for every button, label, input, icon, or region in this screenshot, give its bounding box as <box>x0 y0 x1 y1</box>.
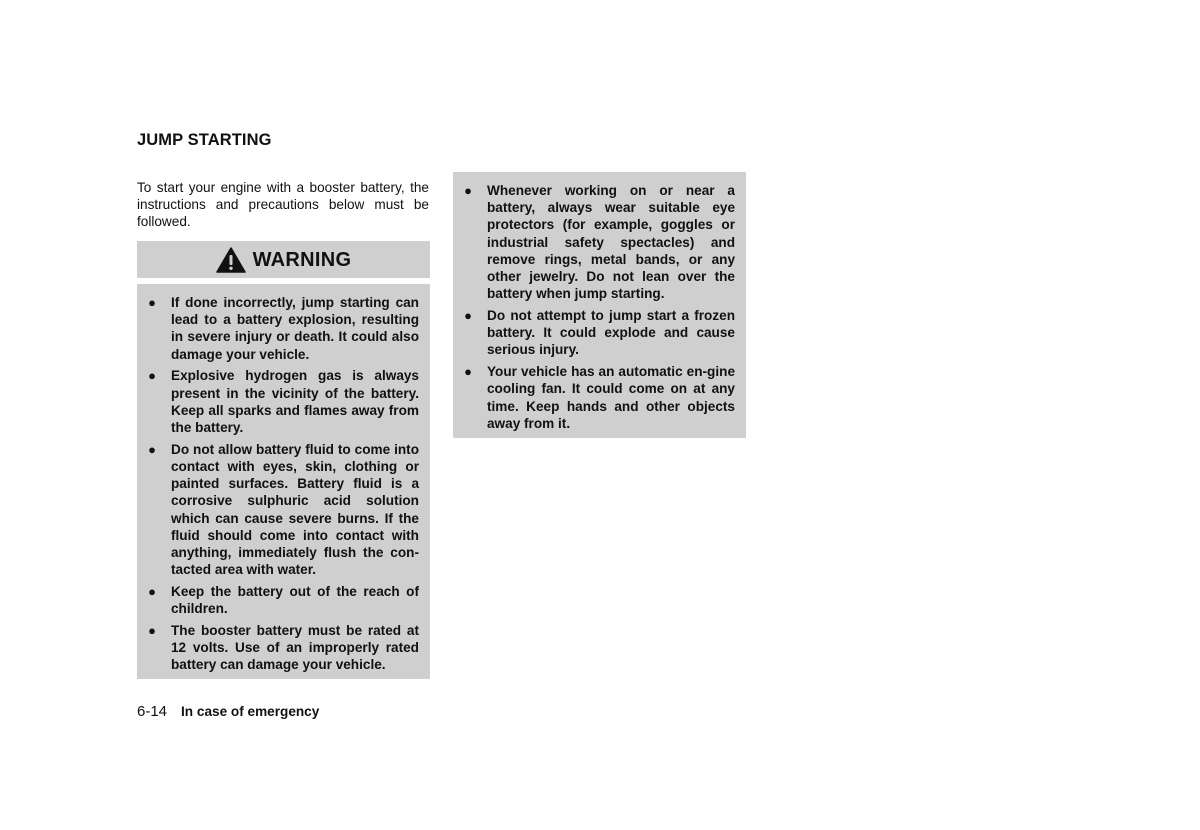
section-title: JUMP STARTING <box>137 131 272 149</box>
warning-bullet-item <box>147 622 419 674</box>
bullet-text: If done incorrectly, jump starting can lead to a battery explosion, resulting in severe injury or death. It could also damage your vehicle. <box>171 295 419 362</box>
intro-paragraph: To start your engine with a booster battery, the instructions and precautions below must be followed. <box>137 180 429 230</box>
bullet-icon: ● <box>148 584 156 600</box>
warning-header <box>137 241 430 278</box>
warning-bullet-item <box>147 294 419 363</box>
bullet-icon: ● <box>464 183 472 198</box>
bullet-text: The booster battery must be rated at 12 volts. Use of an improperly rated battery can damage your vehicle. <box>171 623 419 673</box>
warning-bullet-item <box>463 363 735 432</box>
chapter-title: In case of emergency <box>181 704 320 719</box>
bullet-icon: ● <box>148 623 156 639</box>
warning-title: WARNING <box>252 249 352 271</box>
bullet-icon: ● <box>464 308 472 324</box>
bullet-icon: ● <box>464 364 472 380</box>
warning-list-right <box>463 182 735 432</box>
warning-box-right <box>453 172 746 438</box>
warning-bullet-item <box>463 182 735 302</box>
bullet-text: Do not attempt to jump start a frozen battery. It could explode and cause serious injury. <box>487 308 735 358</box>
page-number: 6-14 <box>137 703 168 720</box>
warning-list-left <box>147 294 419 674</box>
bullet-text: Your vehicle has an automatic en-gine cooling fan. It could come on at any time. Keep hands and other objects away from it. <box>487 364 735 431</box>
bullet-text: Do not allow battery fluid to come into contact with eyes, skin, clothing or painted surfaces. Battery fluid is a corrosive sulphuric acid solution which can cause severe burns. If the fluid should come into contact with anything, immediately flush the con-tacted area with water. <box>171 441 419 578</box>
warning-triangle-icon <box>216 247 246 273</box>
warning-bullet-item <box>463 307 735 359</box>
warning-bullet-item <box>147 441 419 579</box>
bullet-text: Keep the battery out of the reach of children. <box>171 584 419 617</box>
page-footer <box>137 703 319 720</box>
warning-bullet-item <box>147 583 419 617</box>
warning-bullet-item <box>147 367 419 436</box>
bullet-icon: ● <box>148 368 156 384</box>
bullet-text: Whenever working on or near a battery, always wear suitable eye protectors (for example, goggles or industrial safety spectacles) and remove rings, metal bands, or any other jewelry. Do not lean over the battery when jump starting. <box>487 183 735 302</box>
bullet-icon: ● <box>148 295 156 310</box>
warning-box-left <box>137 284 430 679</box>
bullet-text: Explosive hydrogen gas is always present in the vicinity of the battery. Keep all sparks and flames away from the battery. <box>171 368 419 436</box>
bullet-icon: ● <box>148 441 156 457</box>
